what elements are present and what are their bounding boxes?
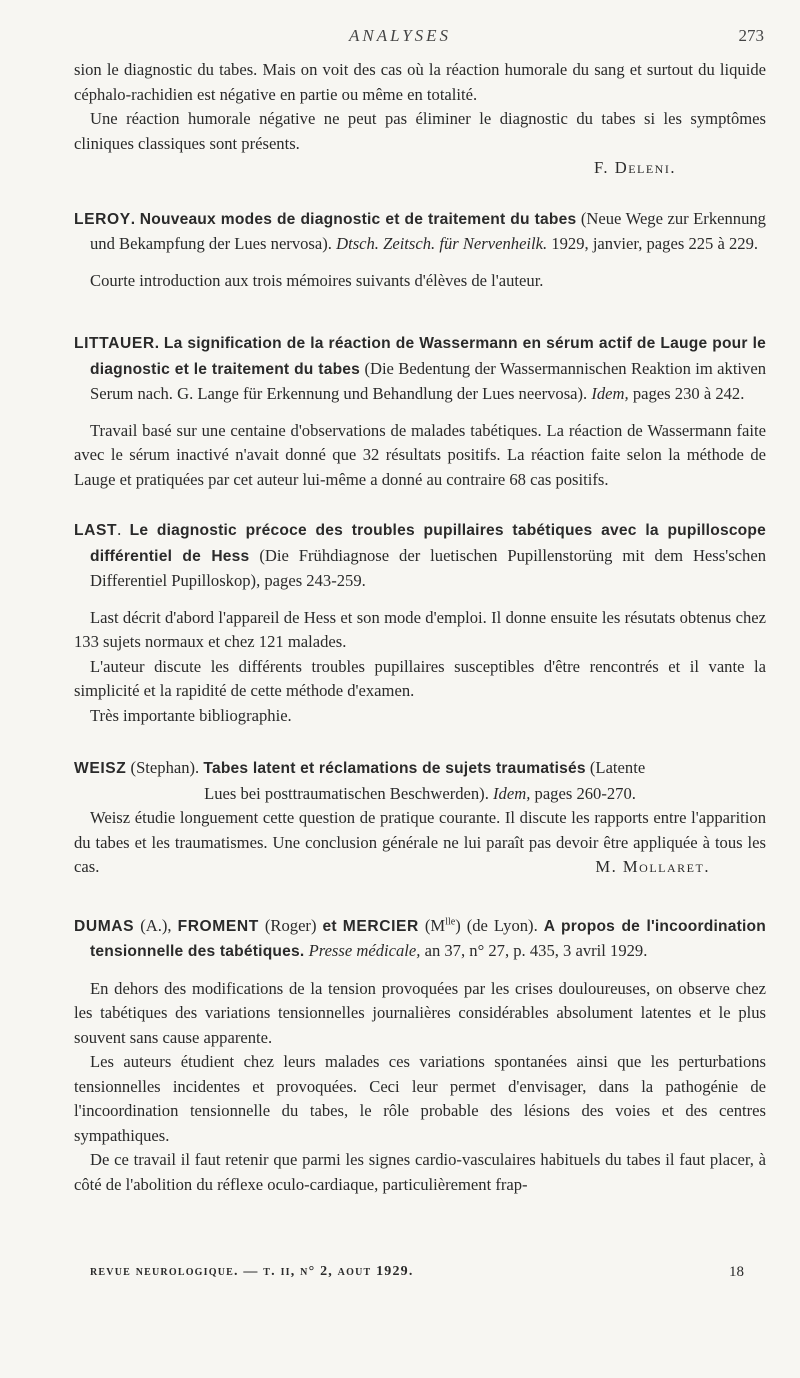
entry-title: Tabes latent et réclamations de sujets traumatisés [203, 760, 586, 777]
author-origin: (de Lyon). [466, 915, 538, 935]
reference: pages 260-270. [534, 783, 636, 803]
author-name: MERCIER [342, 917, 419, 935]
abstract-entry-littauer [74, 331, 766, 492]
abstract-entry-last [74, 518, 766, 728]
entry-citation: LITTAUER. La signification de la réaction de Wassermann en sérum actif de Lauge pour le diagnostic et le traitement du tabes (Die Bedentung der Wassermannischen Reaktion im aktiven Serum nach. G. Lange für Erkennung und Behandlung der Lues neervosa). Idem, pages 230 à 242. [74, 335, 767, 403]
entry-citation: LEROY. Nouveaux modes de diagnostic et de traitement du tabes (Neue Wege zur Erkennung und Bekampfung der Lues nervosa). Dtsch. Zeitsch. für Nervenheilk. 1929, janvier, pages 225 à 229. [74, 208, 766, 253]
reviewer-signature: F. Deleni. [594, 158, 676, 177]
abstract-entry-dumas [74, 914, 766, 1198]
journal-name: Presse médicale, [308, 941, 421, 960]
author-name: WEISZ [74, 760, 127, 777]
running-title: ANALYSES [348, 26, 452, 45]
journal-name: Idem, [591, 384, 629, 403]
german-title: (Neue Wege zur Erkennung und Bekampfung der Lues nervosa). [90, 208, 766, 253]
reference: pages 230 à 242. [632, 384, 745, 403]
entry-citation: LAST. Le diagnostic précoce des troubles pupillaires tabétiques avec la pupilloscope différentiel de Hess (Die Frühdiagnose der luetischen Pupillenstorüng mit dem Hess'schen Differentiel Pupilloskop), pages 243-259. [74, 520, 767, 590]
page-content [74, 58, 766, 1197]
german-title: (Die Bedentung der Wassermannischen Reaktion im aktiven Serum nach. G. Lange für Erkennung und Behandlung der Lues neervosa). [90, 358, 767, 403]
author-name: LEROY [74, 210, 131, 228]
paragraph [74, 806, 766, 880]
paragraph: L'auteur discute les différents troubles pupillaires susceptibles d'être rencontrés et il vante la simplicité et la rapidité de cette méthode d'examen. [74, 656, 766, 700]
entry-citation [74, 914, 766, 965]
paragraph: De ce travail il faut retenir que parmi les signes cardio-vasculaires habituels du tabes il faut placer, à côté de l'abolition du réflexe oculo-cardiaque, particulièrement frap- [74, 1150, 766, 1194]
author-name: LITTAUER [74, 335, 155, 352]
journal-footer-line: revue neurologique. — t. ii, n° 2, aout 1929. [90, 1264, 414, 1279]
author-name: DUMAS [74, 917, 135, 935]
author-first-name: (Stephan). [130, 758, 200, 777]
paragraph: En dehors des modifications de la tension provoquées par les crises douloureuses, on observe chez les tabétiques des variations tensionnelles journalières considérables absolument latentes et le plus souvent sans cause apparente. [74, 978, 766, 1047]
author-first-name: $(M^{lle})$ [424, 915, 461, 935]
continued-abstract [74, 58, 766, 181]
page-footer [90, 1264, 744, 1288]
entry-citation [74, 756, 766, 782]
paragraph: Travail basé sur une centaine d'observations de malades tabétiques. La réaction de Wassermann faite avec le sérum inactivé n'avait donné que 32 résultats positifs. La réaction faite selon la méthode de Lauge et pratiquées par cet auteur lui-même a donné au contraire 68 cas positifs. [74, 420, 766, 489]
reviewer-signature: M. Mollaret. [595, 857, 710, 876]
reference: pages 243-259. [264, 571, 366, 590]
german-title-start: (Latente [589, 758, 646, 777]
abstract-entry-leroy [74, 207, 766, 294]
german-title-end: Lues bei posttraumatischen Beschwerden). [204, 783, 489, 803]
reference: an 37, n° 27, p. 435, 3 avril 1929. [424, 941, 648, 960]
entry-title: A propos de l'incoordination tensionnelle des tabétiques. [90, 917, 766, 960]
author-name: LAST [74, 522, 118, 539]
paragraph: Les auteurs étudient chez leurs malades ces variations spontanées ainsi que les perturbations tensionnelles incidentes et provoquées. Ceci leur permet d'envisager, dans la pathogénie de l'incoordination tensionnelle du tabes, le rôle probable des lésions des voies et des centres sympathiques. [74, 1052, 766, 1145]
paragraph-text: Weisz étudie longuement cette question de pratique courante. Il discute les rapports entre l'apparition du tabes et les traumatismes. Une conclusion générale ne lui paraît pas devoir être appliquée à tous les cas. [74, 808, 766, 876]
abstract-entry-weisz [74, 756, 766, 880]
paragraph: Last décrit d'abord l'appareil de Hess et son mode d'emploi. Il donne ensuite les résutats obtenus chez 133 sujets normaux et chez 121 malades. [74, 607, 766, 651]
paragraph: Courte introduction aux trois mémoires suivants d'élèves de l'auteur. [90, 270, 544, 290]
conjunction: et [322, 917, 337, 935]
page-number: 273 [738, 26, 764, 45]
entry-title: Le diagnostic précoce des troubles pupillaires tabétiques avec la pupilloscope différentiel de Hess [90, 522, 767, 565]
entry-title: Nouveaux modes de diagnostic et de traitement du tabes [139, 210, 577, 228]
running-head [0, 26, 800, 50]
journal-name: Idem, [493, 783, 531, 803]
entry-title: La signification de la réaction de Wassermann en sérum actif de Lauge pour le diagnostic et le traitement du tabes [90, 335, 766, 378]
author-first-name: (Roger) [264, 915, 317, 935]
reference: 1929, janvier, pages 225 à 229. [551, 234, 759, 253]
paragraph: sion le diagnostic du tabes. Mais on voit des cas où la réaction humorale du sang et surtout du liquide céphalo-rachidien est négative en partie ou même en totalité. [74, 60, 766, 104]
german-title: (Die Frühdiagnose der luetischen Pupillenstorüng mit dem Hess'schen Differentiel Pupilloskop), [90, 545, 766, 590]
journal-name: Dtsch. Zeitsch. für Nervenheilk. [336, 234, 548, 253]
signature-mark: 18 [729, 1264, 744, 1280]
entry-citation-continued [74, 782, 766, 807]
author-first-name: (A.), [140, 915, 172, 935]
author-name: FROMENT [177, 917, 259, 935]
paragraph: Très importante bibliographie. [90, 705, 292, 725]
paragraph: Une réaction humorale négative ne peut pas éliminer le diagnostic du tabes si les symptômes cliniques classiques sont présents. [74, 109, 766, 153]
